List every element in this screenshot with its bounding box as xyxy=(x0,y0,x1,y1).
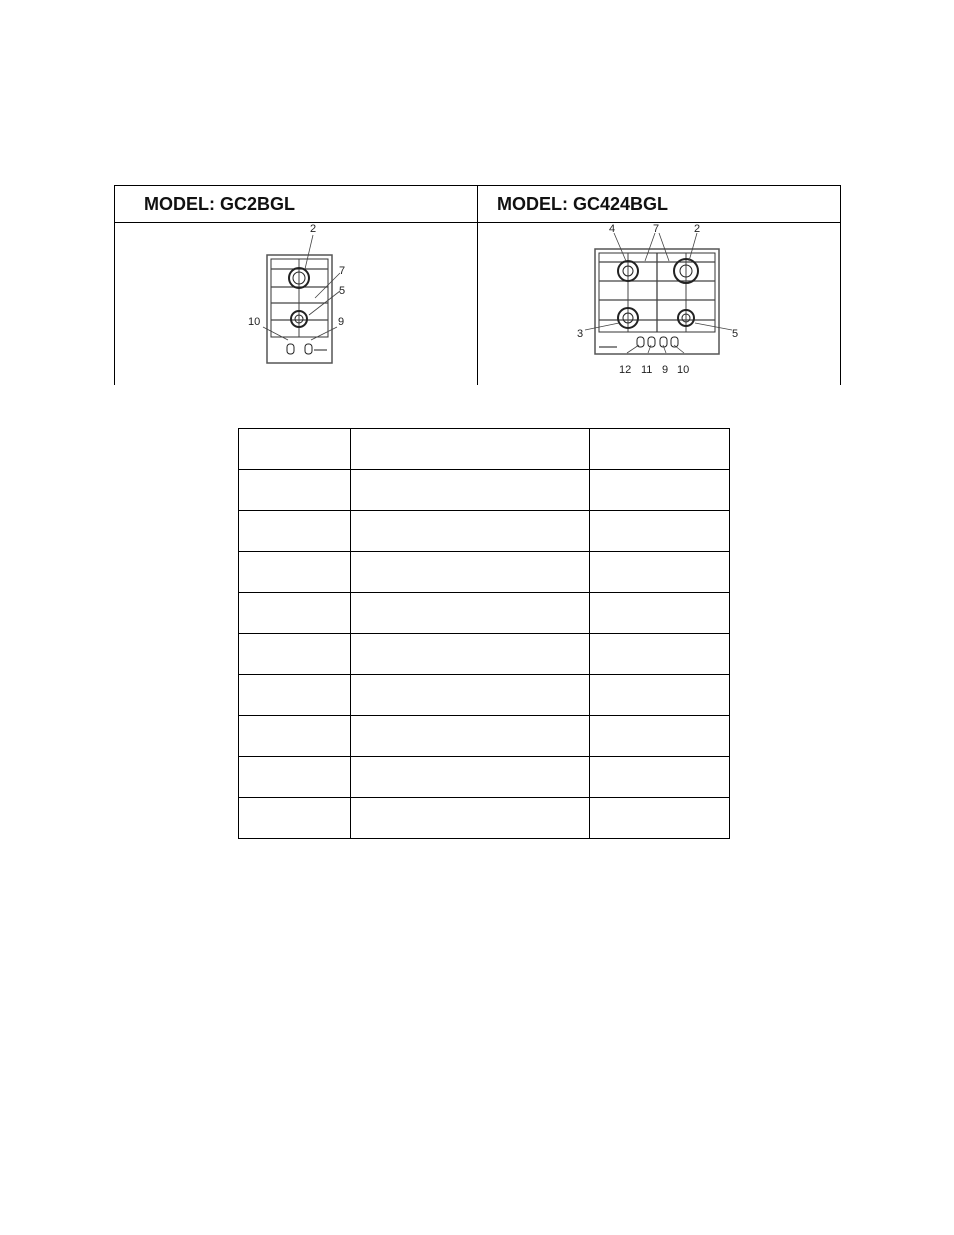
callout-label: 7 xyxy=(653,223,660,235)
callout-label: 5 xyxy=(339,285,346,297)
table-cell xyxy=(239,716,351,757)
table-cell xyxy=(590,634,730,675)
table-row xyxy=(239,634,730,675)
table-cell xyxy=(590,593,730,634)
hob-diagram-2-burner xyxy=(115,223,477,386)
table-cell xyxy=(239,511,351,552)
table-row xyxy=(239,552,730,593)
table-row xyxy=(239,757,730,798)
table-row xyxy=(239,798,730,839)
table-cell xyxy=(239,470,351,511)
table-cell xyxy=(239,593,351,634)
hob-diagram-4-burner xyxy=(477,223,839,386)
knob xyxy=(648,337,655,347)
table-cell xyxy=(590,757,730,798)
knob xyxy=(287,344,294,354)
model-title: MODEL: GC424BGL xyxy=(477,186,840,223)
table-cell xyxy=(590,675,730,716)
table-row xyxy=(239,511,730,552)
callout-label: 10 xyxy=(677,364,690,376)
callout-label: 10 xyxy=(248,316,261,328)
parts-table xyxy=(238,428,730,839)
table-cell xyxy=(351,757,590,798)
table-cell xyxy=(590,429,730,470)
table-cell xyxy=(239,757,351,798)
model-comparison xyxy=(114,185,841,385)
callout-label: 2 xyxy=(694,223,701,235)
table-cell xyxy=(239,798,351,839)
callout-label: 11 xyxy=(641,364,653,376)
table-cell xyxy=(590,511,730,552)
table-row xyxy=(239,716,730,757)
model-gc424bgl-panel xyxy=(477,185,841,385)
table-cell xyxy=(351,675,590,716)
table-cell xyxy=(351,634,590,675)
table-cell xyxy=(239,552,351,593)
model-title: MODEL: GC2BGL xyxy=(115,186,477,223)
callout-label: 5 xyxy=(732,328,739,340)
callout-label: 7 xyxy=(339,265,346,277)
parts-table-body xyxy=(239,429,730,839)
callout-label: 2 xyxy=(310,223,317,235)
table-row xyxy=(239,429,730,470)
table-row xyxy=(239,470,730,511)
table-cell xyxy=(590,798,730,839)
table-cell xyxy=(239,634,351,675)
table-cell xyxy=(351,429,590,470)
table-cell xyxy=(239,675,351,716)
knob xyxy=(305,344,312,354)
model-gc2bgl-panel xyxy=(114,185,478,385)
callout-label: 4 xyxy=(609,223,616,235)
table-cell xyxy=(351,511,590,552)
table-cell xyxy=(590,470,730,511)
callout-label: 3 xyxy=(577,328,584,340)
callout-label: 12 xyxy=(619,364,632,376)
table-cell xyxy=(351,593,590,634)
table-cell xyxy=(351,470,590,511)
table-cell xyxy=(351,716,590,757)
table-cell xyxy=(239,429,351,470)
callout-label: 9 xyxy=(662,364,669,376)
table-row xyxy=(239,675,730,716)
table-row xyxy=(239,593,730,634)
table-cell xyxy=(590,552,730,593)
table-cell xyxy=(351,798,590,839)
table-cell xyxy=(351,552,590,593)
callout-label: 9 xyxy=(338,316,345,328)
table-cell xyxy=(590,716,730,757)
